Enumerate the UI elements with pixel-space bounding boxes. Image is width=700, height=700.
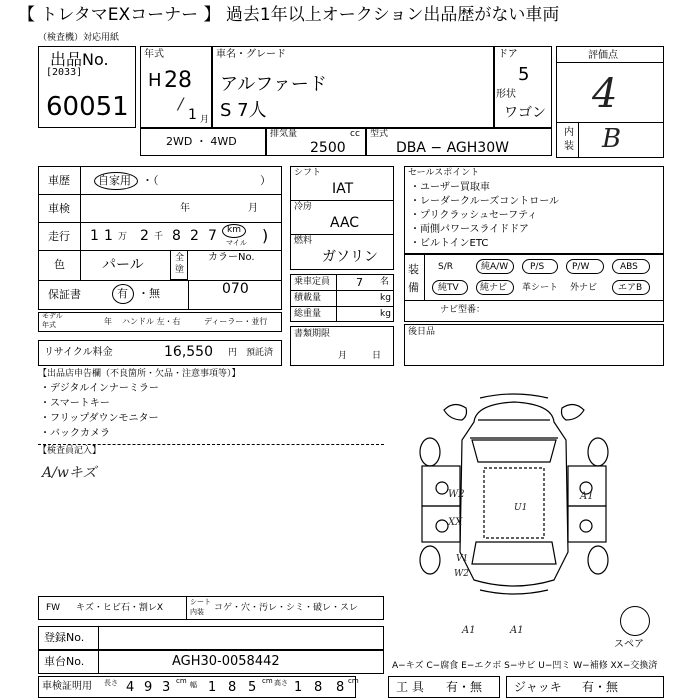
exhibitor-item: ・スマートキー [40, 398, 110, 409]
exhibitor-item: ・バックカメラ [40, 428, 110, 439]
equip-leather: 革シート [522, 283, 559, 293]
mileage-d4: 8 [172, 228, 181, 244]
exhibitor-item: ・フリップダウンモニター [40, 413, 159, 424]
width-d1: 1 [208, 680, 217, 695]
equip-ext-navi: 外ナビ [570, 283, 598, 293]
score-label: 評価点 [588, 50, 618, 61]
model-label: 型式 [370, 129, 389, 139]
navi-label: ナビ型番： [440, 305, 486, 315]
capacity-unit: 名 [380, 277, 390, 287]
spare-tire-icon [620, 606, 650, 636]
height-label: 高さ [274, 679, 288, 687]
interior-value: B [602, 124, 622, 154]
length-d1: 4 [126, 680, 135, 695]
color-value: パール [102, 257, 144, 273]
equip-sr: S/R [438, 262, 453, 272]
model-year-dealer: ディーラー・並行 [204, 317, 268, 326]
height-d1: 1 [294, 680, 303, 695]
interior-label-1: 内 [564, 127, 574, 138]
seat-label-2: 内装 [190, 608, 204, 616]
equip-airbag: エアB [618, 283, 643, 293]
length-d2: 9 [144, 680, 153, 695]
tools-label: 工 具 [396, 680, 424, 694]
load-unit: kg [380, 293, 391, 303]
recycle-note: 預託済 [246, 348, 274, 358]
sales-point: ・両側パワースライドドア [410, 224, 529, 235]
equipment-label-2: 備 [408, 281, 419, 294]
lot-number: 60051 [46, 92, 129, 122]
fuel-label: 燃料 [294, 236, 313, 246]
displacement-unit: cc [350, 129, 360, 139]
inspector-label: 【検査員記入】 [38, 446, 102, 456]
exhibitor-label: 【出品店申告欄（不良箇所・欠品・注意事項等）】 [38, 369, 241, 379]
displacement-value: 2500 [310, 140, 346, 156]
equip-tv: 純TV [438, 283, 459, 293]
lot-tag: [2033] [46, 67, 83, 78]
weight-label: 総重量 [294, 309, 322, 319]
year-month-unit: 月 [200, 115, 210, 125]
history-label: 車歴 [48, 174, 70, 187]
year-value: 28 [164, 68, 192, 93]
shape-value: ワゴン [504, 105, 546, 121]
model-year-label-2: 年式 [42, 321, 56, 329]
reg-period-month: 月 [338, 351, 348, 361]
mileage-sen: 千 [154, 232, 164, 242]
fuel-value: ガソリン [322, 249, 378, 265]
mark-a1-right: A1 [580, 491, 594, 502]
capacity-value: 7 [356, 276, 363, 289]
color-code: 070 [222, 281, 249, 297]
reg-period-label: 書類期限 [294, 329, 331, 339]
reg-period-day: 日 [372, 351, 382, 361]
spare-label: スペア [614, 639, 644, 650]
equip-ps: P/S [530, 262, 545, 272]
mileage-d5: 2 [190, 228, 199, 244]
equip-aw: 純A/W [481, 262, 509, 272]
warranty-label: 保証書 [48, 288, 81, 301]
ac-value: AAC [330, 215, 360, 231]
interior-label-2: 装 [564, 141, 574, 152]
model-year-label-1: モデル [42, 312, 63, 320]
mark-a1-bottom-left: A1 [462, 625, 476, 636]
width-d2: 8 [228, 680, 237, 695]
color-label: 色 [54, 258, 65, 271]
year-era: H [148, 70, 162, 91]
mileage-mile: マイル [226, 239, 247, 247]
warranty-no: ・無 [138, 287, 160, 300]
model-year-year: 年 [104, 317, 112, 326]
fw-text: キズ・ヒビ石・割レX [76, 603, 163, 613]
equipment-label-1: 装 [408, 263, 419, 276]
recycle-unit: 円 [228, 348, 238, 358]
reg-label: 登録No. [44, 631, 85, 644]
notes-label: 後日品 [408, 327, 436, 337]
chassis-value: AGH30-0058442 [172, 654, 280, 669]
mileage-man: 万 [118, 232, 128, 242]
height-cm: cm [348, 677, 359, 685]
inspection-month: 月 [248, 203, 258, 214]
sales-point: ・プリクラッシュセーフティ [410, 210, 538, 221]
mark-w2-lower: W2 [454, 569, 469, 579]
mark-a1-bottom-right: A1 [510, 625, 524, 636]
mark-w2-left: W2 [448, 489, 465, 500]
sales-points-label: セールスポイント [408, 168, 480, 178]
shift-label: シフト [294, 168, 322, 178]
sales-point: ・ユーザー買取車 [410, 182, 490, 193]
car-label: 車名・グレード [216, 49, 286, 60]
recycle-value: 16,550 [164, 344, 213, 360]
mileage-d3: 2 [140, 228, 149, 244]
ac-label: 冷房 [294, 202, 313, 212]
fw-label: FW [46, 603, 61, 613]
model-year-steering: ハンドル 左・右 [122, 317, 181, 326]
equip-navi: 純ナビ [480, 283, 508, 293]
banner-text: 【 トレタマEXコーナー 】 過去1年以上オークション出品歴がない車両 [18, 5, 560, 25]
notes-block [404, 324, 664, 366]
equip-abs: ABS [620, 262, 638, 272]
capacity-label: 乗車定員 [294, 277, 331, 287]
height-d2: 8 [314, 680, 323, 695]
mileage-label: 走行 [48, 230, 70, 243]
mileage-km: km [227, 225, 241, 235]
weight-unit: kg [380, 309, 391, 319]
equip-pw: P/W [572, 262, 590, 272]
mileage-paren: ) [262, 226, 269, 245]
year-slash: / [178, 94, 184, 113]
mark-xx: XX [448, 517, 463, 528]
height-d3: 8 [336, 680, 345, 695]
year-month: 1 [188, 107, 197, 123]
mileage-d6: 7 [208, 228, 217, 244]
mileage-d2: 1 [104, 228, 113, 244]
displacement-label: 排気量 [270, 129, 298, 139]
repaint-1: 全 [175, 253, 185, 263]
inspection-label: 車検 [48, 202, 70, 215]
exhibitor-item: ・デジタルインナーミラー [40, 383, 159, 394]
score-value: 4 [592, 71, 618, 117]
car-name: アルファード [220, 74, 327, 95]
jack-value: 有・無 [582, 680, 619, 694]
recycle-label: リサイクル料金 [44, 347, 113, 358]
length-label: 長さ [104, 679, 118, 687]
doors-value: 5 [518, 64, 530, 85]
car-grade: S 7人 [220, 100, 267, 121]
sales-point: ・ビルトインETC [410, 238, 489, 249]
year-label: 年式 [144, 49, 164, 60]
seat-text: コゲ・穴・汚レ・シミ・破レ・スレ [214, 603, 359, 613]
mark-u1: U1 [514, 503, 528, 513]
seat-label-1: シート [190, 598, 211, 606]
inspector-note: A/wキズ [42, 465, 97, 481]
damage-legend: A−キズ C−腐食 E−エクボ S−サビ U−凹ミ W−補修 XX−交換済 [392, 661, 658, 671]
tools-value: 有・無 [446, 680, 483, 694]
history-close: ） [260, 174, 271, 187]
warranty-yes: 有 [117, 287, 128, 300]
length-cm: cm [176, 677, 187, 685]
drive-text: 2WD ・ 4WD [166, 135, 237, 148]
registration-row [38, 626, 384, 650]
length-d3: 3 [162, 680, 171, 695]
lot-label: 出品No. [50, 50, 109, 69]
history-extra: ・（ [142, 174, 159, 187]
shape-label: 形状 [496, 89, 516, 100]
jack-label: ジャッキ [514, 680, 562, 694]
width-d3: 5 [248, 680, 257, 695]
mark-v1: V1 [456, 554, 469, 564]
load-label: 積載量 [294, 293, 322, 303]
mileage-d1: 1 [90, 228, 99, 244]
history-value: 自家用 [98, 174, 131, 187]
form-label: （検査機）対応用紙 [38, 33, 120, 43]
doors-label: ドア [498, 49, 518, 60]
cert-label: 車検証明用 [42, 681, 92, 692]
width-label: 幅 [190, 681, 197, 689]
model-value: DBA − AGH30W [396, 140, 509, 156]
shift-value: IAT [332, 181, 354, 197]
repaint-2: 塗 [175, 265, 185, 275]
header-banner [0, 0, 700, 32]
width-cm: cm [262, 677, 273, 685]
inspection-year: 年 [180, 203, 190, 214]
color-code-label: カラーNo. [208, 252, 255, 263]
chassis-label: 車台No. [44, 655, 85, 668]
sales-point: ・レーダークルーズコントロール [410, 196, 559, 207]
